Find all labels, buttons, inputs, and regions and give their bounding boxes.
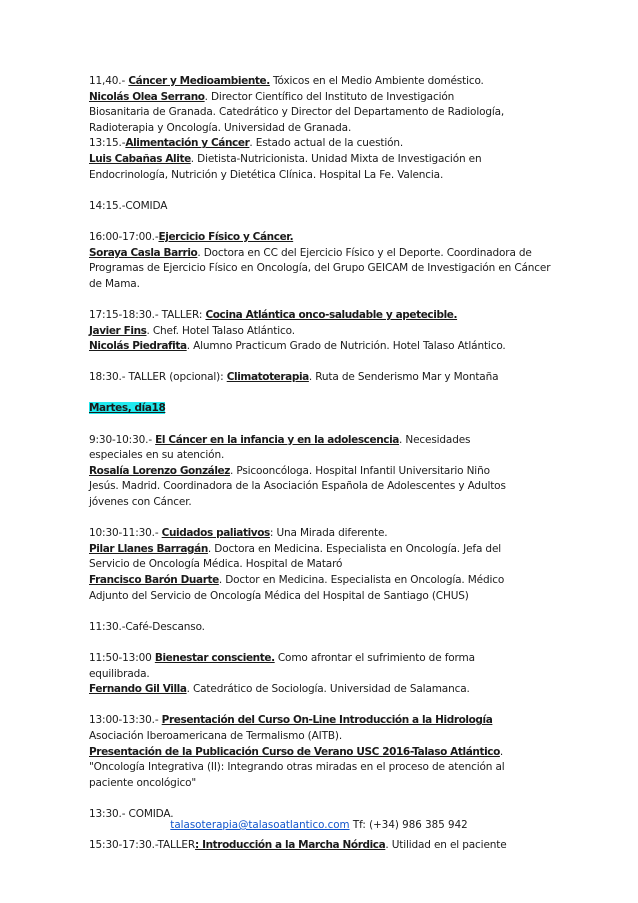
- speaker-description: . Doctora en Medicina. Especialista en Oncología. Jefa del: [207, 542, 502, 555]
- speaker-line: [89, 246, 559, 262]
- speaker-name: Fernando Gil Villa: [89, 683, 187, 696]
- speaker-description: . Doctor en Medicina. Especialista en Oncología. Médico: [218, 574, 505, 586]
- text-line: equilibrada.: [89, 667, 150, 680]
- spacer: [89, 183, 559, 199]
- speaker-description: . Catedrático de Sociología. Universidad de Salamanca.: [186, 683, 470, 696]
- speaker-line: [89, 682, 559, 698]
- spacer: [89, 698, 559, 714]
- spacer: [89, 511, 559, 527]
- session-title: Cuidados paliativos: [161, 527, 270, 540]
- session-description: . Ruta de Senderismo Mar y Montaña: [308, 371, 499, 384]
- session-title: Presentación de la Publicación Curso de Verano USC 2016-Talaso Atlántico: [89, 745, 500, 758]
- session-description: . Utilidad en el paciente: [385, 839, 507, 852]
- speaker-name: Luis Cabañas Alite: [89, 152, 191, 165]
- speaker-line: [89, 573, 559, 589]
- session-description: . Necesidades: [399, 433, 471, 446]
- speaker-name: Pilar Llanes Barragán: [89, 542, 208, 555]
- session-line: [89, 713, 559, 729]
- session-time: 11:50-13:00: [89, 651, 155, 664]
- session-time: 11,40.-: [89, 75, 129, 87]
- session-title: : Introducción a la Marcha Nórdica: [195, 839, 386, 852]
- speaker-line: [89, 464, 559, 480]
- speaker-name: Javier Fins: [89, 324, 147, 337]
- break-line: 14:15.-COMIDA: [89, 199, 168, 212]
- footer-phone: Tf: (+34) 986 385 942: [349, 819, 468, 831]
- spacer: [89, 417, 559, 433]
- session-title: Cáncer y Medioambiente.: [128, 75, 270, 87]
- session-description: Como afrontar el sufrimiento de forma: [274, 651, 475, 664]
- session-description: .: [499, 745, 504, 758]
- speaker-name: Nicolás Piedrafita: [89, 340, 187, 353]
- spacer: [89, 386, 559, 402]
- session-time: 16:00-17:00.-: [89, 230, 159, 243]
- session-line: [89, 136, 559, 152]
- text-line: "Oncología Integrativa (II): Integrando otras miradas en el proceso de atención al: [89, 761, 505, 774]
- speaker-description: . Doctora en CC del Ejercicio Físico y el Deporte. Coordinadora de: [197, 246, 532, 259]
- speaker-description: . Director Científico del Instituto de Investigación: [204, 90, 455, 103]
- session-line: [89, 745, 559, 761]
- session-time: 13:15.-: [89, 137, 126, 150]
- day-heading: Martes, día18: [89, 402, 166, 415]
- speaker-description: . Chef. Hotel Talaso Atlántico.: [146, 324, 295, 337]
- break-line: 11:30.-Café-Descanso.: [89, 620, 205, 633]
- speaker-name: Nicolás Olea Serrano: [89, 90, 205, 103]
- session-description: . Estado actual de la cuestión.: [249, 137, 404, 150]
- spacer: [89, 635, 559, 651]
- text-line: jóvenes con Cáncer.: [89, 496, 192, 509]
- session-title: Bienestar consciente.: [154, 651, 275, 664]
- session-description: Tóxicos en el Medio Ambiente doméstico.: [269, 75, 484, 87]
- session-time: 9:30-10:30.-: [89, 433, 156, 446]
- session-line: [89, 526, 559, 542]
- session-title: El Cáncer en la infancia y en la adolescencia: [155, 433, 399, 446]
- text-line: Biosanitaria de Granada. Catedrático y Director del Departamento de Radiología,: [89, 106, 505, 119]
- spacer: [89, 214, 559, 230]
- speaker-name: Francisco Barón Duarte: [89, 574, 219, 586]
- spacer: [89, 604, 559, 620]
- session-time: 10:30-11:30.-: [89, 527, 162, 540]
- break-line: 13:30.- COMIDA.: [89, 807, 174, 820]
- text-line: Programas de Ejercicio Físico en Oncología, del Grupo GEICAM de Investigación en Cáncer: [89, 262, 551, 275]
- text-line: especiales en su atención.: [89, 449, 225, 462]
- session-line: [89, 308, 559, 324]
- text-line: Endocrinología, Nutrición y Dietética Clínica. Hospital La Fe. Valencia.: [89, 168, 444, 181]
- session-time: 17:15-18:30.- TALLER:: [89, 308, 206, 321]
- session-time: 18:30.- TALLER (opcional):: [89, 371, 227, 384]
- speaker-description: . Dietista-Nutricionista. Unidad Mixta de Investigación en: [190, 152, 482, 165]
- session-line: [89, 74, 559, 90]
- program-content: [89, 74, 559, 854]
- text-line: paciente oncológico": [89, 776, 197, 789]
- speaker-description: . Alumno Practicum Grado de Nutrición. Hotel Talaso Atlántico.: [186, 340, 506, 353]
- speaker-line: [89, 324, 559, 340]
- session-description: : Una Mirada diferente.: [269, 527, 388, 540]
- text-line: Jesús. Madrid. Coordinadora de la Asociación Española de Adolescentes y Adultos: [89, 480, 506, 493]
- speaker-line: [89, 542, 559, 558]
- day-heading-line: [89, 401, 559, 417]
- speaker-line: [89, 339, 559, 355]
- session-title: Presentación del Curso On-Line Introducción a la Hidrología: [161, 714, 493, 727]
- footer-email-link[interactable]: talasoterapia@talasoatlantico.com: [170, 819, 350, 831]
- session-time: 15:30-17:30.-TALLER: [89, 839, 196, 852]
- session-line: [89, 838, 559, 854]
- text-line: Servicio de Oncología Médica. Hospital de Mataró: [89, 558, 343, 571]
- session-time: 13:00-13:30.-: [89, 714, 162, 727]
- session-line: [89, 230, 559, 246]
- text-line: de Mama.: [89, 277, 140, 290]
- speaker-description: . Psicooncóloga. Hospital Infantil Universitario Niño: [229, 464, 490, 477]
- session-line: [89, 433, 559, 449]
- session-title: Cocina Atlántica onco-saludable y apetecible.: [205, 308, 458, 321]
- session-line: [89, 370, 559, 386]
- text-line: Radioterapia y Oncología. Universidad de Granada.: [89, 121, 352, 134]
- spacer: [89, 292, 559, 308]
- session-line: [89, 651, 559, 667]
- spacer: [89, 791, 559, 807]
- text-line: Asociación Iberoamericana de Termalismo (AITB).: [89, 729, 343, 742]
- session-title: Alimentación y Cáncer: [125, 137, 250, 150]
- session-title: Climatoterapia: [226, 371, 309, 384]
- text-line: Adjunto del Servicio de Oncología Médica del Hospital de Santiago (CHUS): [89, 589, 469, 602]
- session-title: Ejercicio Físico y Cáncer.: [158, 230, 294, 243]
- spacer: [89, 355, 559, 371]
- page-footer: [0, 818, 638, 832]
- speaker-name: Rosalía Lorenzo González: [89, 464, 230, 477]
- speaker-name: Soraya Casla Barrio: [89, 246, 198, 259]
- speaker-line: [89, 152, 559, 168]
- speaker-line: [89, 90, 559, 106]
